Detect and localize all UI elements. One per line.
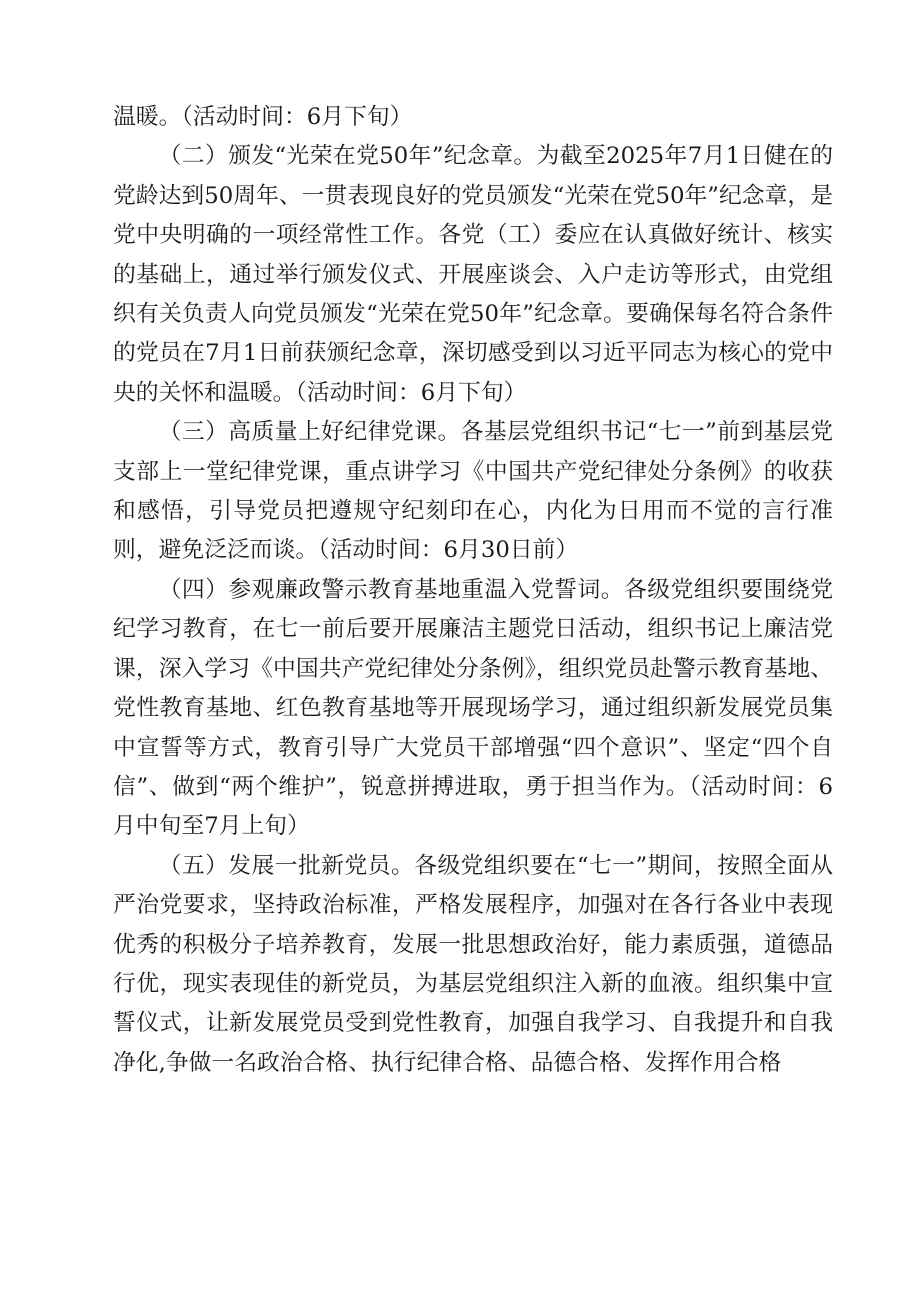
paragraph-3-discipline-lesson: （三）高质量上好纪律党课。各基层党组织书记“七一”前到基层党支部上一堂纪律党课，重点讲学习《中国共产党纪律处分条例》的收获和感悟，引导党员把遵规守纪刻印在心，内化为日用而不觉的言行准则，避免泛泛而谈。（活动时间：6月30日前） [113,419,833,564]
paragraph-continued: 温暖。（活动时间：6月下旬） [113,104,413,130]
paragraph-5-new-members: （五）发展一批新党员。各级党组织要在“七一”期间，按照全面从严治党要求，坚持政治标准，严格发展程序，加强对在各行各业中表现优秀的积极分子培养教育，发展一批思想政治好，能力素质强，道德品行优，现实表现佳的新党员，为基层党组织注入新的血液。组织集中宣誓仪式，让新发展党员受到党性教育，加强自我学习、自我提升和自我净化,争做一名政治合格、执行纪律合格、品德合格、发挥作用合格 [113,852,833,1076]
paragraph-4-warning-education: （四）参观廉政警示教育基地重温入党誓词。各级党组织要围绕党纪学习教育，在七一前后要开展廉洁主题党日活动，组织书记上廉洁党课，深入学习《中国共产党纪律处分条例》，组织党员赴警示教育基地、党性教育基地、红色教育基地等开展现场学习，通过组织新发展党员集中宣誓等方式，教育引导广大党员干部增强“四个意识”、坚定“四个自信”、做到“两个维护”，锐意拼搏进取，勇于担当作为。（活动时间：6月中旬至7月上旬） [113,576,833,840]
body-text [113,98,833,1083]
paragraph-2-medal: （二）颁发“光荣在党50年”纪念章。为截至2025年7月1日健在的党龄达到50周年、一贯表现良好的党员颁发“光荣在党50年”纪念章，是党中央明确的一项经常性工作。各党（工）委应在认真做好统计、核实的基础上，通过举行颁发仪式、开展座谈会、入户走访等形式，由党组织有关负责人向党员颁发“光荣在党50年”纪念章。要确保每名符合条件的党员在7月1日前获颁纪念章，深切感受到以习近平同志为核心的党中央的关怀和温暖。（活动时间：6月下旬） [113,143,833,406]
